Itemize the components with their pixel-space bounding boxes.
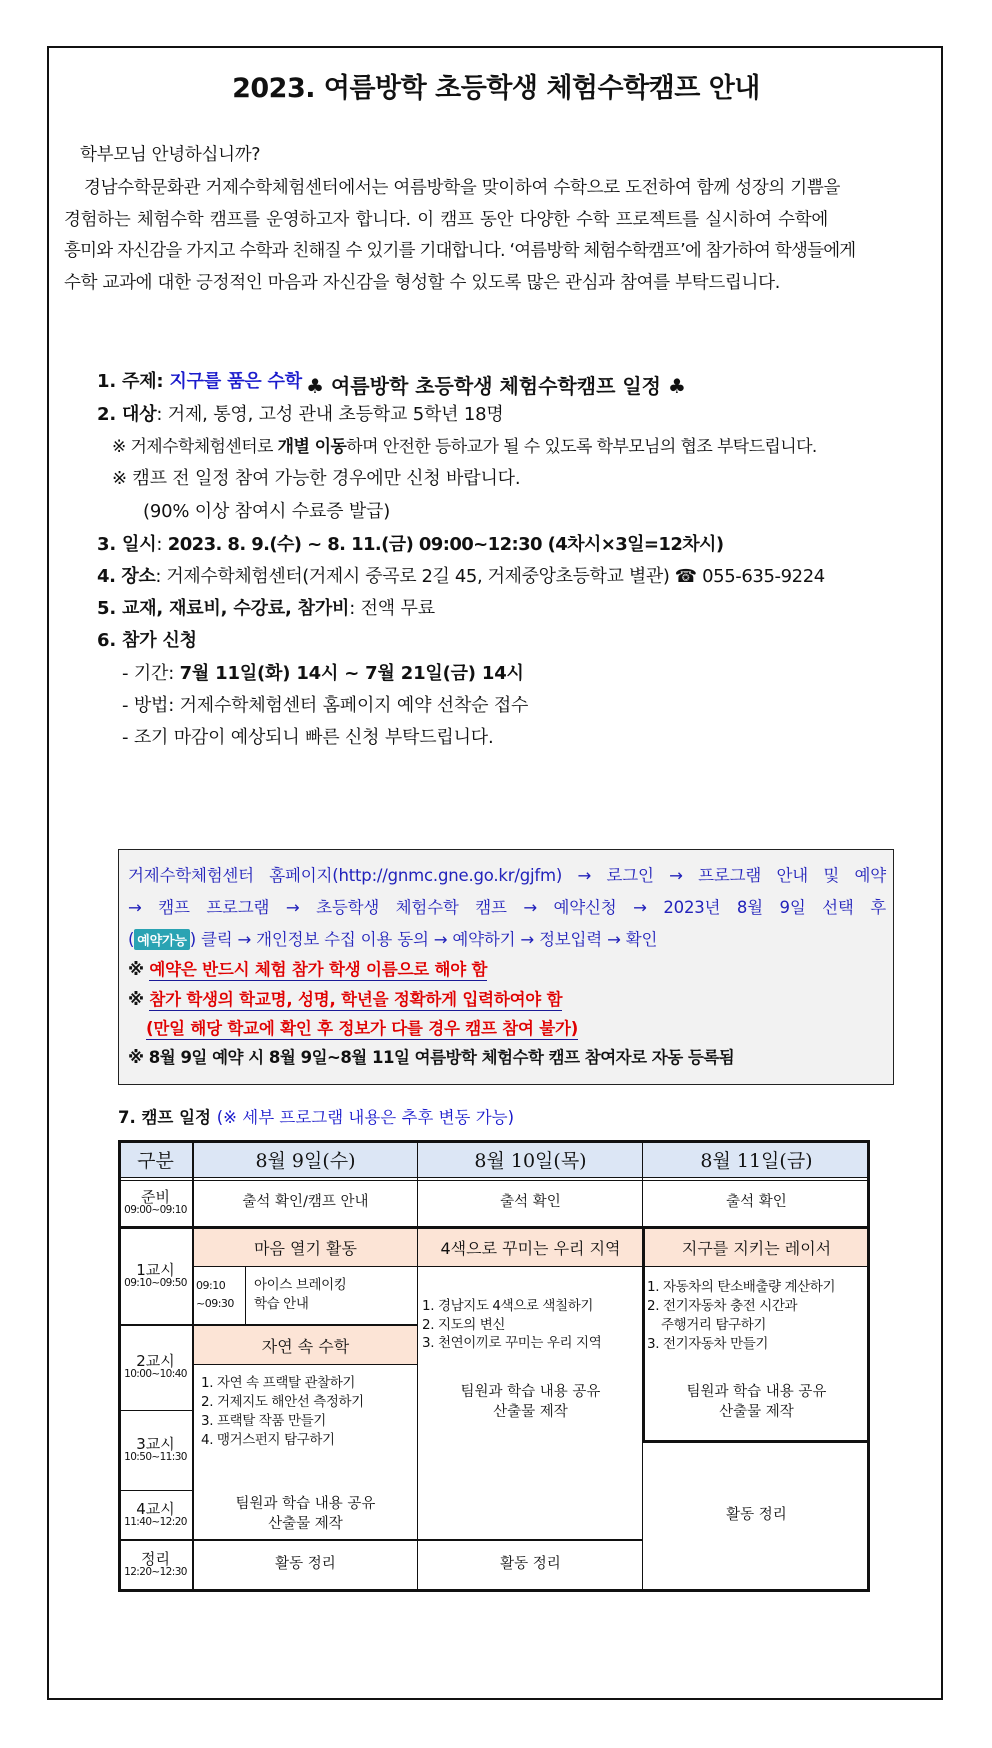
- p1-rule: [118, 1324, 418, 1326]
- day1-wrap: 활동 정리: [275, 1556, 336, 1573]
- p2-rule: [118, 1410, 193, 1411]
- note-full-attendance: ※ 캠프 전 일정 참여 가능한 경우에만 신청 바랍니다.: [112, 468, 521, 489]
- period-2: 2교시 10:00~10:40: [124, 1351, 187, 1381]
- item-apply: 6. 참가 신청: [97, 630, 197, 651]
- prep-day2: 출석 확인: [500, 1194, 561, 1211]
- item-topic: 1. 주제: 지구를 품은 수학: [97, 371, 302, 392]
- header-rule-a: [118, 1177, 870, 1178]
- auto-registration-note: ※ 8월 9일 예약 시 8월 9일~8월 11일 여름방학 체험수학 캠프 참여자로 자동 등록됨: [128, 1048, 735, 1067]
- section-title: ♣ 여름방학 초등학생 체험수학캠프 일정 ♣: [306, 374, 686, 398]
- table-border-right: [867, 1140, 870, 1592]
- day3-title: 지구를 지키는 레이서: [643, 1228, 870, 1266]
- header-category: 구분: [118, 1140, 193, 1178]
- day2-wrap: 활동 정리: [500, 1556, 561, 1573]
- target-value: 거제, 통영, 고성 관내 초등학교 5학년 18명: [167, 404, 504, 425]
- schedule-title: 7. 캠프 일정 (※ 세부 프로그램 내용은 추후 변동 가능): [118, 1108, 515, 1127]
- prep-day1: 출석 확인/캠프 안내: [242, 1194, 369, 1211]
- period-3: 3교시 10:50~11:30: [124, 1434, 187, 1464]
- item-fee: 5. 교재, 재료비, 수강료, 참가비: 전액 무료: [97, 598, 435, 619]
- day1-share: 팀원과 학습 내용 공유 산출물 제작: [235, 1496, 376, 1532]
- day3-activity-list: 1. 자동차의 탄소배출량 계산하기 2. 전기자동차 충전 시간과 주행거리 탐구하기 3. 전기자동차 만들기: [647, 1279, 836, 1352]
- note-individual-travel: ※ 거제수학체험센터로 개별 이동하며 안전한 등하교가 될 수 있도록 학부모님의 협조 부탁드립니다.: [112, 437, 817, 457]
- warning-1: ※ 예약은 반드시 체험 참가 학생 이름으로 해야 함: [128, 960, 488, 979]
- item-place: 4. 장소: 거제수학체험센터(거제시 중곡로 2길 45, 거제중앙초등학교 별관) ☎ 055-635-9224: [97, 566, 825, 587]
- icebreak-time: 09:10 ~09:30: [196, 1279, 234, 1310]
- day2-activity-list: 1. 경남지도 4색으로 색칠하기 2. 지도의 변신 3. 천연이끼로 꾸미는 우리 지역: [422, 1297, 602, 1352]
- period-prep: 준비 09:00~09:10: [124, 1187, 187, 1217]
- warning-2: ※ 참가 학생의 학교명, 성명, 학년을 정확하게 입력하여야 함: [128, 990, 563, 1009]
- day1-activity-list: 1. 자연 속 프랙탈 관찰하기 2. 거제지도 해안선 측정하기 3. 프랙탈 작품 만들기 4. 맹거스펀지 탐구하기: [201, 1375, 364, 1448]
- header-day2: 8월 10일(목): [418, 1140, 643, 1178]
- phone-number: 055-635-9224: [702, 566, 825, 587]
- p4-rule: [118, 1539, 643, 1541]
- item-date: 3. 일시: 2023. 8. 9.(수) ~ 8. 11.(금) 09:00~12:30 (4차시×3일=12차시): [97, 534, 724, 555]
- info-line-1: 거제수학체험센터 홈페이지(http://gnmc.gne.go.kr/gjfm) → 로그인 → 프로그램 안내 및 예약: [128, 866, 886, 885]
- phone-icon: ☎: [674, 566, 697, 587]
- reservation-info-box: [118, 849, 894, 1085]
- table-border-bottom: [118, 1589, 870, 1592]
- topic-value: 지구를 품은 수학: [169, 371, 302, 392]
- greeting: 학부모님 안녕하십니까?: [80, 145, 261, 165]
- header-day3: 8월 11일(금): [643, 1140, 870, 1178]
- day3-wrap: 활동 정리: [726, 1507, 787, 1524]
- page-title: 2023. 여름방학 초등학생 체험수학캠프 안내: [232, 73, 760, 104]
- sub2-rule: [193, 1364, 418, 1365]
- intro-line-4: 수학 교과에 대한 긍정적인 마음과 자신감을 형성할 수 있도록 많은 관심과 참여를 부탁드립니다.: [64, 273, 781, 293]
- table-border-top: [118, 1140, 870, 1143]
- label-col-rule: [192, 1140, 194, 1592]
- schedule-table: [118, 1140, 870, 1592]
- period-wrap: 정리 12:20~12:30: [124, 1549, 187, 1579]
- sub1-rule: [193, 1266, 643, 1267]
- topic-label: 1. 주제: [97, 371, 157, 392]
- date-value: 2023. 8. 9.(수) ~ 8. 11.(금) 09:00~12:30 (4차시×3일=12차시): [167, 534, 724, 555]
- header-rule-b: [118, 1180, 870, 1181]
- day2-share: 팀원과 학습 내용 공유 산출물 제작: [460, 1384, 601, 1420]
- info-line-3: ( 예약가능 ) 클릭 → 개인정보 수집 이용 동의 → 예약하기 → 정보입력 → 확인: [128, 930, 658, 949]
- period-1: 1교시 09:10~09:50: [124, 1260, 187, 1290]
- target-label: 2. 대상: [97, 404, 157, 425]
- header-day1: 8월 9일(수): [193, 1140, 418, 1178]
- day1-col-rule: [417, 1140, 418, 1592]
- table-border-left: [118, 1140, 121, 1592]
- prep-rule: [118, 1226, 870, 1229]
- day3-share: 팀원과 학습 내용 공유 산출물 제작: [686, 1384, 827, 1420]
- icebreak-content: 아이스 브레이킹 학습 안내: [254, 1277, 347, 1312]
- day1-block1-title: 마음 열기 활동: [193, 1228, 418, 1266]
- apply-early: - 조기 마감이 예상되니 빠른 신청 부탁드립니다.: [122, 727, 494, 748]
- intro-line-2: 경험하는 체험수학 캠프를 운영하고자 합니다. 이 캠프 동안 다양한 수학 프로젝트를 실시하여 수학에: [64, 210, 828, 230]
- p3-rule: [118, 1490, 193, 1491]
- intro-line-1: 경남수학문화관 거제수학체험센터에서는 여름방학을 맞이하여 수학으로 도전하여 함께 성장의 기쁨을: [84, 178, 841, 198]
- schedule-note: (※ 세부 프로그램 내용은 추후 변동 가능): [216, 1108, 515, 1127]
- apply-period: - 기간: 7월 11일(화) 14시 ~ 7월 21일(금) 14시: [122, 663, 524, 684]
- icebreak-rule: [245, 1266, 246, 1324]
- d3-wrap-rule: [643, 1440, 870, 1443]
- day2-title: 4색으로 꾸미는 우리 지역: [418, 1228, 643, 1266]
- day1-block2-title: 자연 속 수학: [193, 1326, 418, 1364]
- period-4: 4교시 11:40~12:20: [124, 1499, 187, 1529]
- warning-3: (만일 해당 학교에 확인 후 정보가 다를 경우 캠프 참여 불가): [146, 1019, 579, 1038]
- place-value: 거제수학체험센터(거제시 중곡로 2길 45, 거제중앙초등학교 별관): [166, 566, 670, 587]
- sub1-rule-d3: [643, 1266, 870, 1267]
- note-certificate: (90% 이상 참여시 수료증 발급): [143, 501, 391, 522]
- intro-line-3: 흥미와 자신감을 가지고 수학과 친해질 수 있기를 기대합니다. ‘여름방학 체험수학캠프’에 참가하여 학생들에게: [64, 241, 856, 261]
- info-line-2: → 캠프 프로그램 → 초등학생 체험수학 캠프 → 예약신청 → 2023년 8월 9일 선택 후: [128, 898, 886, 917]
- item-target: 2. 대상: 거제, 통영, 고성 관내 초등학교 5학년 18명: [97, 404, 504, 425]
- day2-col-rule-bold: [642, 1228, 645, 1440]
- reservable-badge: 예약가능: [134, 929, 189, 950]
- apply-method: - 방법: 거제수학체험센터 홈페이지 예약 선착순 접수: [122, 695, 529, 716]
- fee-value: 전액 무료: [360, 598, 435, 619]
- prep-day3: 출석 확인: [726, 1194, 787, 1211]
